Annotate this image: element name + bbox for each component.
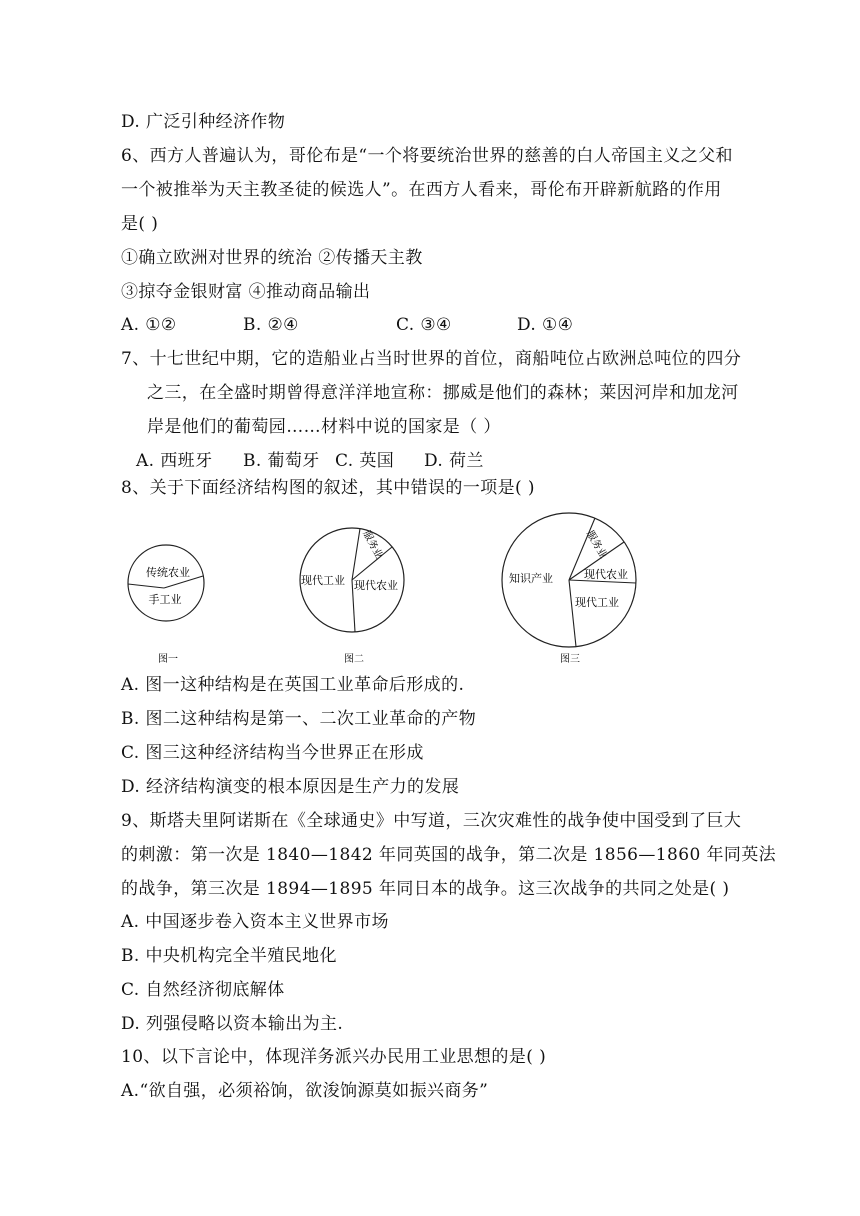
- q9-option-c: C. 自然经济彻底解体: [121, 980, 285, 1000]
- fig1-sector-traditional-agriculture: 传统农业: [146, 566, 190, 579]
- q6-option-c: C. ③④: [396, 315, 452, 335]
- q5-option-d: D. 广泛引种经济作物: [121, 112, 286, 132]
- q7-options: [136, 450, 484, 472]
- q6-items-line-2: ③掠夺金银财富 ④推动商品输出: [121, 282, 371, 302]
- q6-options: [121, 314, 573, 336]
- q9-stem-line-3: 的战争，第三次是 1894—1895 年同日本的战争。这三次战争的共同之处是( ): [121, 879, 730, 899]
- fig1-sector-handicraft: 手工业: [148, 593, 182, 606]
- economic-structure-figures: [120, 506, 650, 672]
- q6-option-a: A. ①②: [121, 315, 177, 335]
- q9-stem-line-2: 的刺激：第一次是 1840—1842 年同英国的战争，第二次是 1856—1860 年同英法: [121, 845, 777, 865]
- q8-option-c: C. 图三这种经济结构当今世界正在形成: [121, 743, 424, 763]
- q6-option-d: D. ①④: [517, 315, 574, 335]
- fig3-caption: 图三: [560, 654, 580, 665]
- q10-stem: 10、以下言论中，体现洋务派兴办民用工业思想的是( ): [121, 1047, 547, 1067]
- q6-option-b: B. ②④: [243, 315, 299, 335]
- figure-2: [300, 528, 404, 665]
- figure-3: [502, 513, 636, 665]
- fig3-sector-service: 服务业: [583, 529, 609, 561]
- q9-option-a: A. 中国逐步卷入资本主义世界市场: [121, 912, 389, 932]
- q8-stem: 8、关于下面经济结构图的叙述，其中错误的一项是( ): [121, 478, 535, 498]
- q7-option-c: C. 英国: [335, 451, 395, 471]
- q7-option-b: B. 葡萄牙: [243, 451, 320, 471]
- q10-option-a: A.“欲自强，必须裕饷，欲浚饷源莫如振兴商务”: [121, 1081, 489, 1101]
- q8-option-b: B. 图二这种结构是第一、二次工业革命的产物: [121, 709, 477, 729]
- q9-stem-line-1: 9、斯塔夫里阿诺斯在《全球通史》中写道，三次灾难性的战争使中国受到了巨大: [121, 811, 742, 831]
- q6-stem-line-1: 6、西方人普遍认为，哥伦布是“一个将要统治世界的慈善的白人帝国主义之父和: [121, 146, 733, 166]
- q7-stem-line-3: 岸是他们的葡萄园……材料中说的国家是（ ）: [147, 417, 501, 437]
- q9-option-b: B. 中央机构完全半殖民地化: [121, 946, 337, 966]
- q7-option-a: A. 西班牙: [136, 451, 213, 471]
- q6-stem-line-3: 是( ): [121, 214, 159, 234]
- fig3-sector-knowledge-industry: 知识产业: [509, 572, 553, 585]
- q6-items-line-1: ①确立欧洲对世界的统治 ②传播天主教: [121, 248, 423, 268]
- fig1-caption: 图一: [158, 654, 178, 665]
- q8-option-d: D. 经济结构演变的根本原因是生产力的发展: [121, 777, 460, 797]
- q7-stem-line-2: 之三，在全盛时期曾得意洋洋地宣称：挪威是他们的森林；莱因河岸和加龙河: [147, 383, 739, 403]
- fig2-sector-modern-agriculture: 现代农业: [354, 579, 398, 592]
- fig2-caption: 图二: [344, 654, 364, 665]
- q6-stem-line-2: 一个被推举为天主教圣徒的候选人”。在西方人看来，哥伦布开辟新航路的作用: [121, 180, 722, 200]
- economic-structure-diagrams: [120, 506, 650, 668]
- q8-option-a: A. 图一这种结构是在英国工业革命后形成的.: [121, 675, 465, 695]
- q9-option-d: D. 列强侵略以资本输出为主.: [121, 1014, 344, 1034]
- q7-stem-line-1: 7、十七世纪中期，它的造船业占当时世界的首位，商船吨位占欧洲总吨位的四分: [121, 349, 742, 369]
- fig2-sector-modern-industry: 现代工业: [301, 574, 345, 587]
- fig2-sector-service: 服务业: [360, 529, 385, 561]
- fig3-sector-modern-agriculture: 现代农业: [584, 568, 628, 581]
- figure-1: [128, 545, 204, 665]
- q7-option-d: D. 荷兰: [424, 451, 484, 471]
- fig3-sector-modern-industry: 现代工业: [575, 596, 619, 609]
